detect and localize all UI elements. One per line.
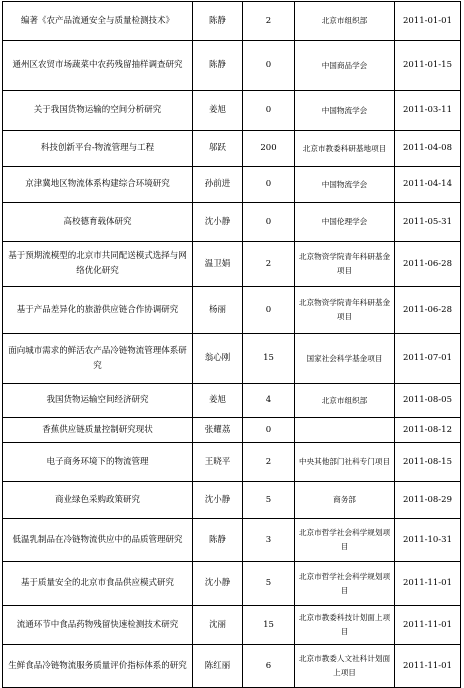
funding-source-cell: 北京物资学院青年科研基金项目 <box>295 287 395 334</box>
funding-source-cell: 中央其他部门社科专门项目 <box>295 443 395 482</box>
amount-cell: 2 <box>243 2 295 41</box>
date-cell: 2011-08-12 <box>395 418 461 443</box>
funding-source-cell: 北京市哲学社会科学规划项目 <box>295 519 395 562</box>
table-row <box>3 443 461 482</box>
date-cell: 2011-10-31 <box>395 519 461 562</box>
funding-source-cell: 中国物流学会 <box>295 167 395 203</box>
date-cell: 2011-08-15 <box>395 443 461 482</box>
date-cell: 2011-11-01 <box>395 562 461 606</box>
funding-source-cell: 中国伦理学会 <box>295 203 395 242</box>
funding-source-cell: 北京市教委人文社科计划面上项目 <box>295 645 395 688</box>
date-cell: 2011-06-28 <box>395 287 461 334</box>
project-name-cell: 科技创新平台-物流管理与工程 <box>3 131 193 167</box>
amount-cell: 0 <box>243 287 295 334</box>
date-cell: 2011-08-05 <box>395 384 461 418</box>
date-cell: 2011-04-14 <box>395 167 461 203</box>
table-row <box>3 384 461 418</box>
person-cell: 杨丽 <box>193 287 243 334</box>
project-name-cell: 电子商务环境下的物流管理 <box>3 443 193 482</box>
person-cell: 陈静 <box>193 519 243 562</box>
amount-cell: 0 <box>243 91 295 131</box>
person-cell: 翁心刚 <box>193 334 243 384</box>
table-row <box>3 606 461 645</box>
table-row <box>3 482 461 519</box>
project-name-cell: 面向城市需求的鲜活农产品冷链物流管理体系研究 <box>3 334 193 384</box>
amount-cell: 0 <box>243 41 295 91</box>
project-table-body <box>3 2 461 688</box>
funding-source-cell: 北京市哲学社会科学规划项目 <box>295 562 395 606</box>
person-cell: 陈静 <box>193 2 243 41</box>
funding-source-cell: 北京物资学院青年科研基金项目 <box>295 242 395 287</box>
date-cell: 2011-01-15 <box>395 41 461 91</box>
funding-source-cell: 北京市教委科研基地项目 <box>295 131 395 167</box>
date-cell: 2011-08-29 <box>395 482 461 519</box>
project-name-cell: 基于产品差异化的旅游供应链合作协调研究 <box>3 287 193 334</box>
amount-cell: 15 <box>243 334 295 384</box>
person-cell: 温卫娟 <box>193 242 243 287</box>
amount-cell: 3 <box>243 519 295 562</box>
date-cell: 2011-06-28 <box>395 242 461 287</box>
person-cell: 姜旭 <box>193 91 243 131</box>
person-cell: 沈小静 <box>193 562 243 606</box>
date-cell: 2011-03-11 <box>395 91 461 131</box>
amount-cell: 5 <box>243 562 295 606</box>
date-cell: 2011-05-31 <box>395 203 461 242</box>
project-name-cell: 基于预期流模型的北京市共同配送模式选择与网络优化研究 <box>3 242 193 287</box>
person-cell: 沈小静 <box>193 203 243 242</box>
funding-source-cell: 商务部 <box>295 482 395 519</box>
amount-cell: 2 <box>243 443 295 482</box>
table-row <box>3 334 461 384</box>
person-cell: 孙前进 <box>193 167 243 203</box>
amount-cell: 6 <box>243 645 295 688</box>
person-cell: 沈小静 <box>193 482 243 519</box>
project-name-cell: 我国货物运输空间经济研究 <box>3 384 193 418</box>
table-row <box>3 519 461 562</box>
table-row <box>3 562 461 606</box>
project-name-cell: 流通环节中食品药物残留快速检测技术研究 <box>3 606 193 645</box>
table-row <box>3 41 461 91</box>
funding-source-cell: 北京市教委科技计划面上项目 <box>295 606 395 645</box>
table-row <box>3 242 461 287</box>
date-cell: 2011-11-01 <box>395 645 461 688</box>
person-cell: 沈丽 <box>193 606 243 645</box>
funding-source-cell: 北京市组织部 <box>295 384 395 418</box>
table-row <box>3 2 461 41</box>
amount-cell: 15 <box>243 606 295 645</box>
funding-source-cell: 北京市组织部 <box>295 2 395 41</box>
table-row <box>3 131 461 167</box>
project-table <box>2 1 461 688</box>
project-name-cell: 基于质量安全的北京市食品供应模式研究 <box>3 562 193 606</box>
date-cell: 2011-01-01 <box>395 2 461 41</box>
amount-cell: 200 <box>243 131 295 167</box>
amount-cell: 0 <box>243 203 295 242</box>
project-name-cell: 编著《农产品流通安全与质量检测技术》 <box>3 2 193 41</box>
amount-cell: 0 <box>243 167 295 203</box>
person-cell: 陈静 <box>193 41 243 91</box>
person-cell: 陈红丽 <box>193 645 243 688</box>
funding-source-cell: 国家社会科学基金项目 <box>295 334 395 384</box>
person-cell: 王晓平 <box>193 443 243 482</box>
amount-cell: 5 <box>243 482 295 519</box>
funding-source-cell <box>295 418 395 443</box>
project-name-cell: 生鲜食品冷链物流服务质量评价指标体系的研究 <box>3 645 193 688</box>
table-row <box>3 418 461 443</box>
project-name-cell: 关于我国货物运输的空间分析研究 <box>3 91 193 131</box>
person-cell: 姜旭 <box>193 384 243 418</box>
amount-cell: 2 <box>243 242 295 287</box>
project-name-cell: 高校德育载体研究 <box>3 203 193 242</box>
amount-cell: 0 <box>243 418 295 443</box>
funding-source-cell: 中国物流学会 <box>295 91 395 131</box>
project-name-cell: 低温乳制品在冷链物流供应中的品质管理研究 <box>3 519 193 562</box>
project-name-cell: 通州区农贸市场蔬菜中农药残留抽样调查研究 <box>3 41 193 91</box>
table-row <box>3 91 461 131</box>
date-cell: 2011-04-08 <box>395 131 461 167</box>
project-name-cell: 京津冀地区物流体系构建综合环境研究 <box>3 167 193 203</box>
table-row <box>3 167 461 203</box>
project-name-cell: 商业绿色采购政策研究 <box>3 482 193 519</box>
table-row <box>3 203 461 242</box>
person-cell: 邬跃 <box>193 131 243 167</box>
project-name-cell: 香蕉供应链质量控制研究现状 <box>3 418 193 443</box>
person-cell: 张耀荔 <box>193 418 243 443</box>
funding-source-cell: 中国商品学会 <box>295 41 395 91</box>
date-cell: 2011-11-01 <box>395 606 461 645</box>
amount-cell: 4 <box>243 384 295 418</box>
table-row <box>3 287 461 334</box>
date-cell: 2011-07-01 <box>395 334 461 384</box>
table-row <box>3 645 461 688</box>
